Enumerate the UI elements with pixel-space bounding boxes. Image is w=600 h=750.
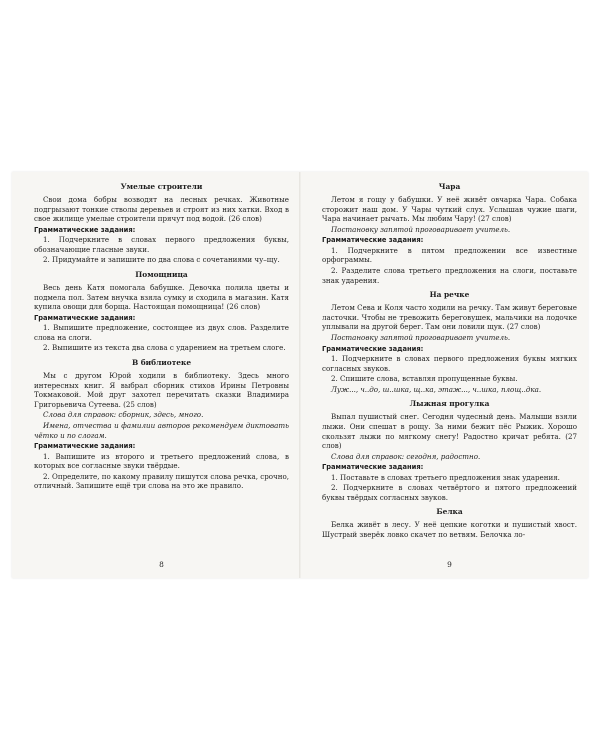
dictation-text: Летом Сева и Коля часто ходили на речку. Там живут береговые ласточки. Чтобы не тревожить береговушек, мальчики на лодочке уплывали на другой берег. Там они ловили щук. (27 слов) [322, 303, 577, 332]
task-item: 1. Выпишите предложение, состоящее из двух слов. Разделите слова на слоги. [34, 323, 289, 342]
dictation-text: Летом я гощу у бабушки. У неё живёт овчарка Чара. Собака сторожит наш дом. У Чары чуткий слух. Услышав чужие шаги, Чара начинает рычать. Мы любим Чару! (27 слов) [322, 195, 577, 224]
section-title: Белка [436, 507, 463, 517]
text-block [322, 182, 577, 285]
note-paragraph: Слова для справок: сегодня, радостно. [331, 451, 481, 461]
note-paragraph: Постановку запятой проговаривает учитель. [331, 332, 511, 342]
text-block [322, 507, 577, 539]
task-item: 2. Выпишите из текста два слова с ударением на третьем слоге. [43, 343, 286, 353]
tasks-heading: Грамматические задания: [34, 442, 136, 451]
page-left [34, 182, 289, 572]
text-block [34, 182, 289, 265]
task-item: 1. Подчеркните в пятом предложении все известные орфограммы. [322, 245, 577, 265]
task-item: 1. Подчеркните в словах первого предложения буквы мягких согласных звуков. [322, 353, 577, 373]
dictation-text: Весь день Катя помогала бабушке. Девочка полила цветы и подмела пол. Затем внучка взяла сумку и сходила в магазин. Катя купила овощи для борща. Настоящая помощница! (26 слов) [34, 282, 289, 312]
section-title: Помощница [135, 269, 188, 279]
task-item: 2. Спишите слова, вставляя пропущенные буквы. [331, 374, 518, 384]
dictation-text: Мы с другом Юрой ходили в библиотеку. Здесь много интересных книг. Я выбрал сборник стихов Ирины Петровны Токмаковой. Мой друг захотел перечитать сказки Владимира Григорьевича Сутеева. (25 слов) [34, 370, 289, 409]
section-title: Чара [438, 182, 461, 191]
tasks-heading: Грамматические задания: [322, 463, 424, 472]
note-paragraph: Постановку запятой проговаривает учитель. [331, 224, 511, 234]
text-block [34, 270, 289, 353]
task-item: 1. Выпишите из второго и третьего предложений слова, в которых все согласные звуки твёрдые. [34, 451, 289, 471]
page-right [322, 182, 577, 572]
page-number: 8 [159, 560, 164, 570]
text-block [34, 358, 289, 491]
task-item: 2. Разделите слова третьего предложения на слоги, поставьте знак ударения. [322, 265, 577, 285]
task-item: 1. Поставьте в словах третьего предложения знак ударения. [331, 472, 560, 482]
book-spread [12, 172, 588, 578]
tasks-heading: Грамматические задания: [322, 344, 424, 353]
tasks-heading: Грамматические задания: [34, 225, 136, 234]
task-item: 2. Подчеркните в словах четвёртого и пятого предложений буквы твёрдых согласных звуков. [322, 483, 577, 502]
note-paragraph: Имена, отчества и фамилии авторов рекомендуем диктовать чётко и по слогам. [34, 420, 289, 440]
tasks-heading: Грамматические задания: [322, 236, 424, 245]
tasks-heading: Грамматические задания: [34, 313, 136, 322]
text-block [322, 399, 577, 502]
dictation-text: Белка живёт в лесу. У неё цепкие коготки и пушистый хвост. Шустрый зверёк ловко скачет по ветвям. Белочка ло- [322, 520, 577, 540]
text-block [322, 290, 577, 394]
section-title: На речке [429, 290, 470, 300]
note-paragraph: Слова для справок: сборник, здесь, много. [43, 410, 204, 420]
section-title: Умелые строители [120, 182, 203, 191]
section-title: Лыжная прогулка [409, 399, 490, 409]
dictation-text: Свои дома бобры возводят на лесных речках. Животные подгрызают тонкие стволы деревьев и строят из них хатки. Вход в свое жилище умелые строители прячут под водой. (26 слов) [34, 195, 289, 224]
task-item: Луж..., ч..до, ш..шка, щ..ка, этаж..., ч..шка, площ..дка. [331, 384, 542, 394]
page-gutter [299, 172, 301, 578]
task-item: 1. Подчеркните в словах первого предложения буквы, обозначающие гласные звуки. [34, 235, 289, 254]
task-item: 2. Придумайте и запишите по два слова с сочетаниями чу–щу. [43, 255, 280, 265]
section-title: В библиотеке [131, 357, 192, 367]
page-number: 9 [447, 560, 452, 570]
task-item: 2. Определите, по какому правилу пишутся слова речка, срочно, отличный. Запишите ещё три слова на это же правило. [34, 471, 289, 491]
dictation-text: Выпал пушистый снег. Сегодня чудесный день. Малыши взяли лыжи. Они спешат в рощу. За ними бежит пёс Рыжик. Хорошо скользят лыжи по мягкому снегу! Радостно кричат ребята. (27 слов) [322, 412, 577, 451]
